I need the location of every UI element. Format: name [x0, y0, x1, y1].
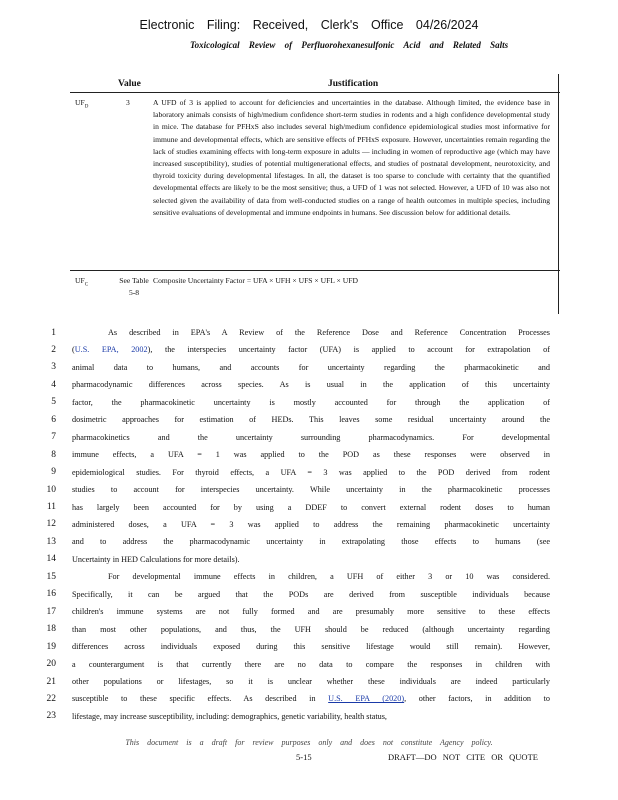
body-line: animal data to humans, and accounts for uncertainty regarding the pharmacokinetic and	[72, 362, 550, 372]
table-right-border	[558, 74, 559, 314]
table-row-justification: A UFD of 3 is applied to account for deficiencies and uncertainties in the database. Although limited, the evidence base in laboratory animals consists of high/medium confidence short-term studies in rodents and a high confidence developmental study in mice. The database for PFHxS also includes several high/medium confidence epidemiological studies most informative for immune and developmental effects, which are sensitive effects of PFHxS exposure. However, uncertainties remain regarding the lack of studies examining effects with long-term exposure in adults — including in women of reproductive age (which may have increased susceptibility), studies of potential multigenerational effects, and studies of postnatal development, neurotoxicity, and thyroid toxicity during developmental lifestages. In all, the dataset is too sparse to conclude with certainty that the quantified developmental effects are likely to be the most sensitive; thus, a UFD of 1 was not selected. However, a UFD of 10 was also not selected given the availability of data from well-conducted studies on a range of health outcomes in multiple species, including sensitive evaluations of developmental and immune endpoints in humans. See discussion below for additional details.	[153, 98, 550, 217]
body-line: factor, the pharmacokinetic uncertainty is mostly accounted for through the application of	[72, 397, 550, 407]
table-row-justification: Composite Uncertainty Factor = UFA × UFH × UFS × UFL × UFD	[153, 276, 358, 285]
line-number: 10	[46, 484, 56, 495]
line-number: 17	[46, 606, 56, 617]
body-line: a counterargument is that currently there are no data to compare the responses in children with	[72, 659, 550, 669]
page-number: 5-15	[296, 752, 312, 762]
body-line: has largely been accounted for by using a DDEF to convert external rodent doses to human	[72, 502, 550, 512]
table-row-value: 3	[126, 98, 130, 107]
line-number: 11	[46, 502, 56, 512]
line-number: 23	[46, 711, 56, 722]
line-number: 5	[51, 397, 56, 408]
body-line: pharmacokinetics and the uncertainty surrounding pharmacodynamics. For developmental	[72, 432, 550, 442]
citation-link[interactable]: U.S. EPA, 2002	[74, 345, 148, 355]
body-line: pharmacodynamic differences across species. As is usual in the application of this uncertainty	[72, 380, 550, 390]
line-number: 13	[46, 536, 56, 547]
body-line: and to address the pharmacodynamic uncertainty in extrapolating those effects to humans (see	[72, 537, 550, 547]
body-line: As described in EPA's A Review of the Reference Dose and Reference Concentration Processes	[108, 328, 550, 337]
body-line: other populations or lifestages, so it is unclear whether these individuals are indeed particularly	[72, 677, 550, 686]
table-row-factor: $UF_C$	[75, 276, 89, 288]
line-number: 19	[46, 641, 56, 652]
line-number: 8	[51, 449, 56, 460]
line-number: 4	[51, 379, 56, 390]
col-header-justification: Justification	[328, 79, 379, 89]
body-line: Specifically, it can be argued that the PODs are derived from susceptible individuals because	[72, 589, 550, 599]
col-header-value: Value	[118, 79, 141, 89]
table-row-divider	[70, 270, 560, 271]
body-line: (U.S. EPA, 2002), the interspecies uncertainty factor (UFA) is applied to account for extrapolation of	[72, 345, 550, 355]
body-line: epidemiological studies. For thyroid effects, a UFA = 3 was applied to the POD derived from rodent	[72, 467, 550, 477]
citation-link[interactable]: U.S. EPA (2020)	[328, 694, 405, 704]
line-number: 2	[51, 344, 56, 355]
line-number: 20	[46, 659, 56, 670]
draft-notice: DRAFT—DO NOT CITE OR QUOTE	[388, 752, 538, 762]
line-number: 16	[46, 589, 56, 600]
line-number: 7	[51, 432, 56, 443]
line-number: 14	[46, 554, 56, 565]
line-number: 9	[51, 467, 56, 478]
body-line: differences across individuals exposed during this sensitive lifestage would still remain). However,	[72, 642, 550, 652]
table-row-value: See Table 5-8	[119, 276, 149, 298]
body-line: dosimetric approaches for estimation of HEDs. This leaves some residual uncertainty around the	[72, 415, 550, 425]
body-line: For developmental immune effects in children, a UFH of either 3 or 10 was considered.	[108, 572, 550, 582]
line-number: 21	[46, 676, 56, 687]
line-number: 6	[51, 414, 56, 425]
table-row-factor: $UF_D$	[75, 98, 89, 110]
body-line: than most other populations, and thus, the UFH should be reduced (although uncertainty regarding	[72, 624, 550, 634]
body-line: administered doses, a UFA = 3 was applied to address the remaining pharmacokinetic uncertainty	[72, 519, 550, 529]
draft-disclaimer: This document is a draft for review purposes only and does not constitute Agency policy.	[125, 738, 493, 747]
line-number: 22	[46, 693, 56, 704]
line-number: 15	[46, 571, 56, 582]
table-header-rule	[70, 92, 560, 93]
filing-stamp: Electronic Filing: Received, Clerk's Office 04/26/2024	[139, 18, 479, 32]
body-line: susceptible to these specific effects. As described in U.S. EPA (2020), other factors, in addition to	[72, 694, 550, 704]
body-line: lifestage, may increase susceptibility, including: demographics, genetic variability, health status,	[72, 711, 387, 721]
running-title: Toxicological Review of Perfluorohexanesulfonic Acid and Related Salts	[190, 40, 509, 50]
line-number: 18	[46, 624, 56, 635]
body-line: children's immune systems are not fully formed and are presumably more sensitive to these effects	[72, 607, 550, 617]
line-number: 12	[46, 519, 56, 530]
line-number: 3	[51, 362, 56, 373]
body-line: immune effects, a UFA = 1 was applied to the POD as these responses were observed in	[72, 450, 550, 460]
line-number: 1	[51, 327, 56, 338]
body-line: Uncertainty in HED Calculations for more details).	[72, 554, 240, 564]
body-line: studies to account for interspecies uncertainty. While uncertainty in the pharmacokinetic processes	[72, 485, 550, 495]
